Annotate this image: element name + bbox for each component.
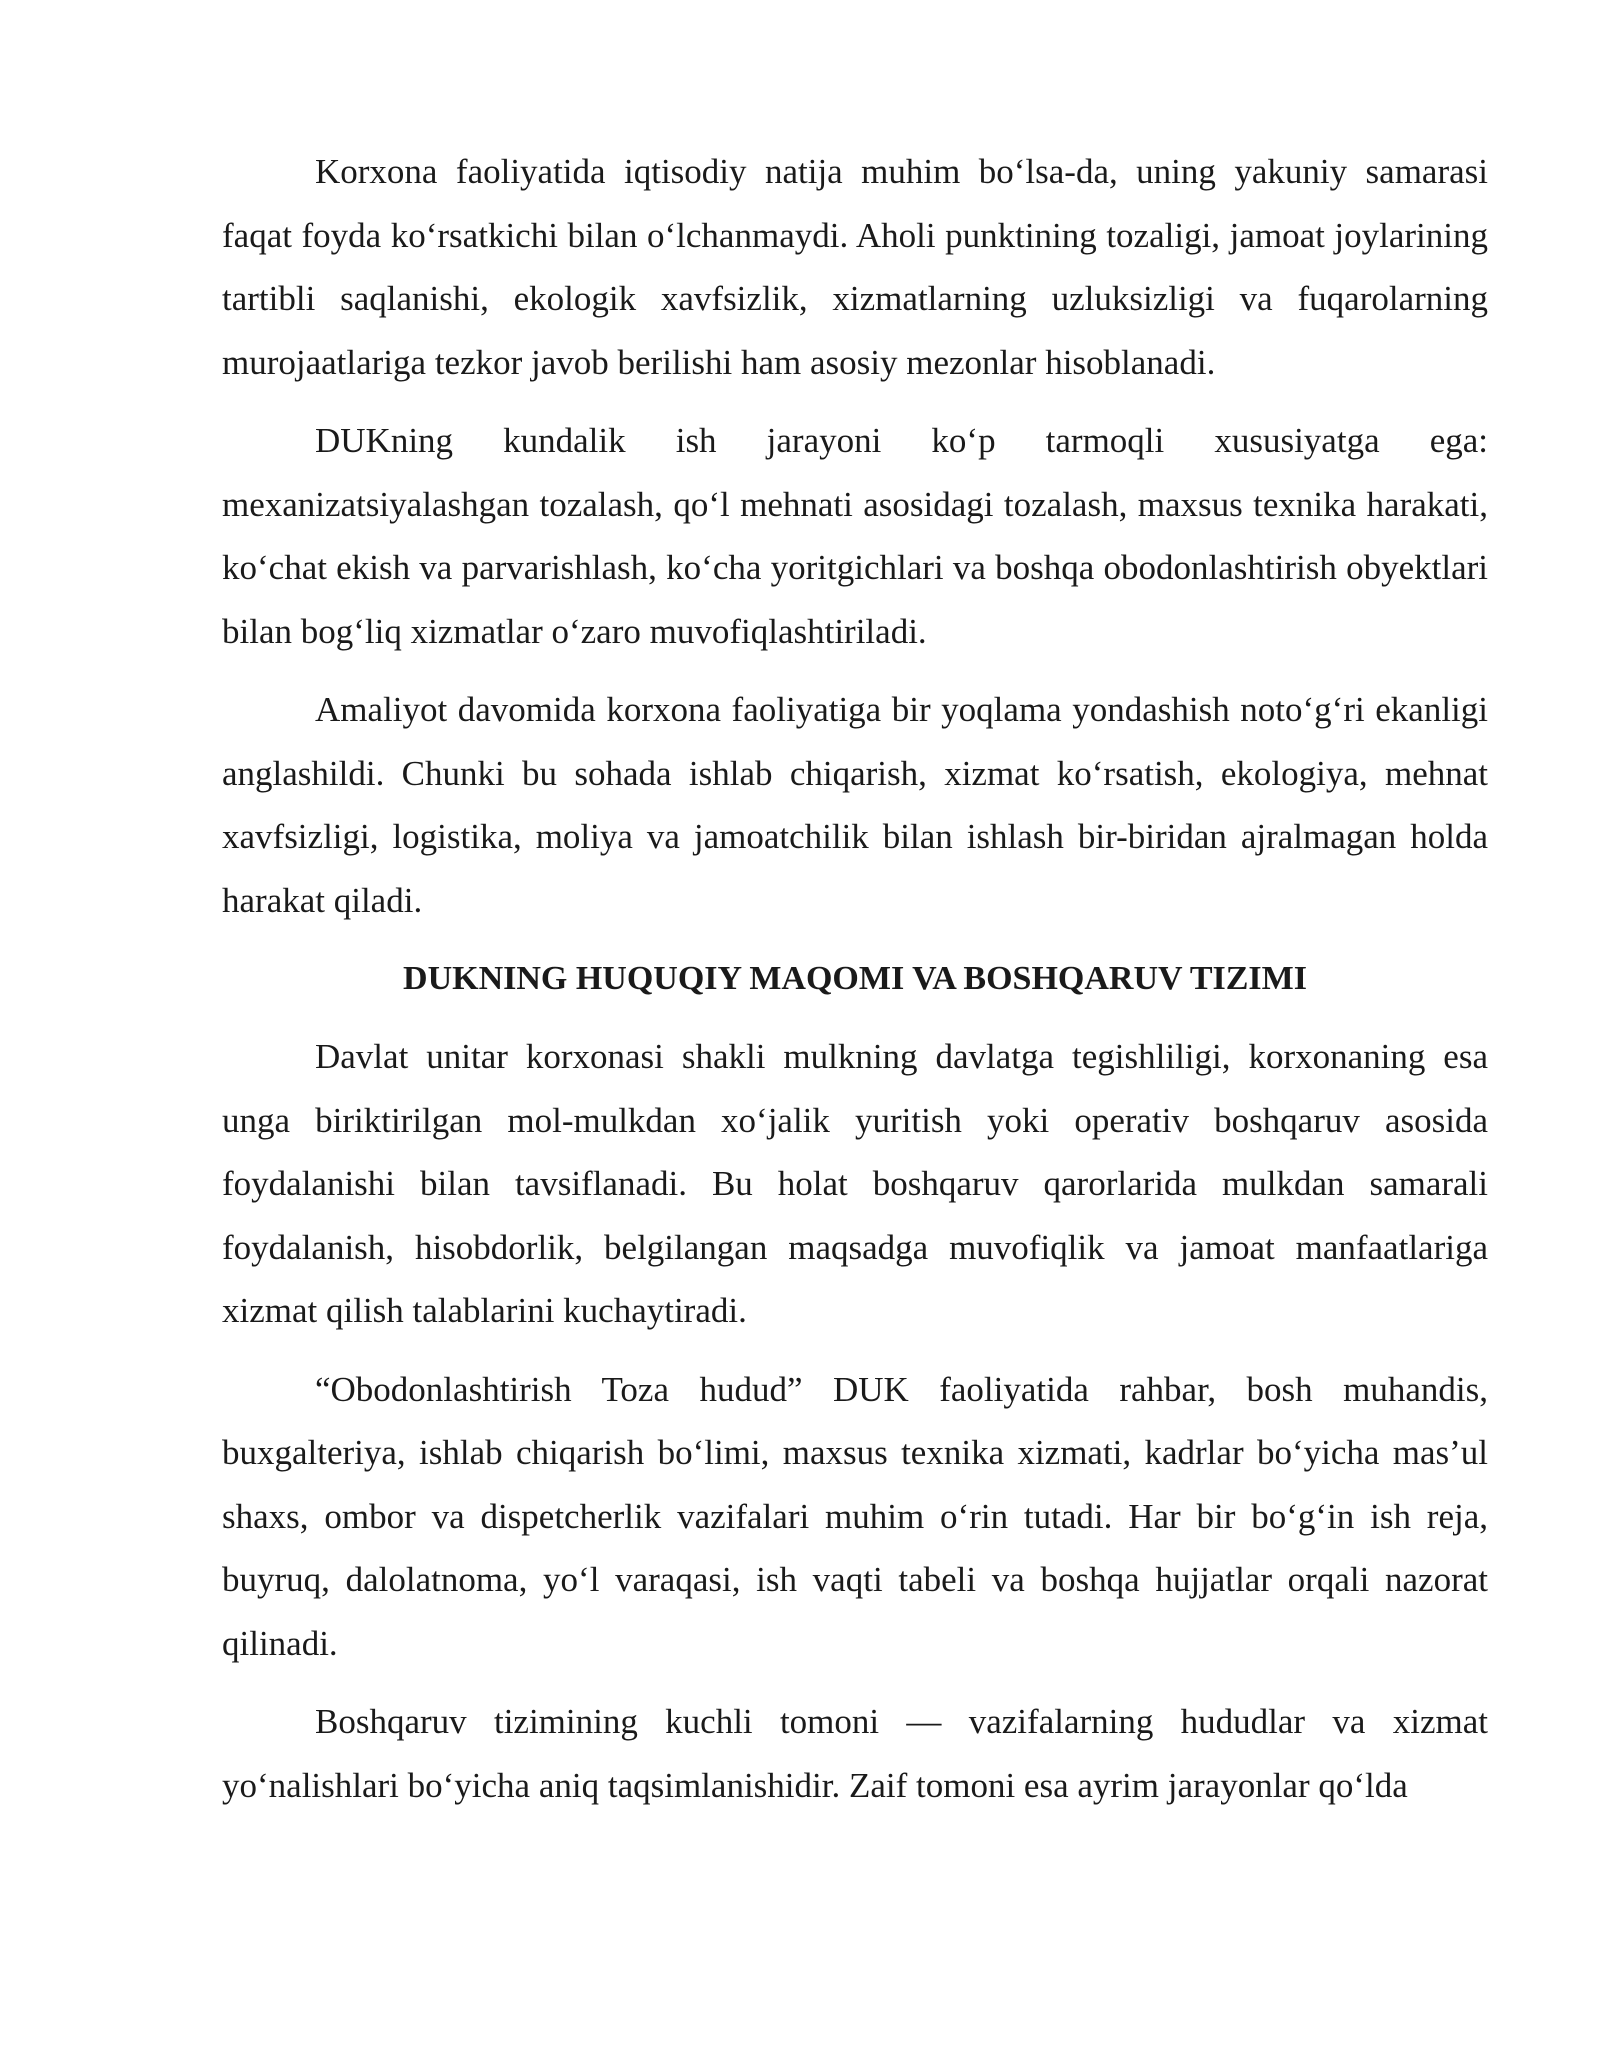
paragraph-5: “Obodonlashtirish Toza hudud” DUK faoliyatida rahbar, bosh muhandis, buxgalteriya, ishlab chiqarish bo‘limi, maxsus texnika xizmati, kadrlar bo‘yicha mas’ul shaxs, ombor va dispetcherlik vazifalari muhim o‘rin tutadi. Har bir bo‘g‘in ish reja, buyruq, dalolatnoma, yo‘l varaqasi, ish vaqti tabeli va boshqa hujjatlar orqali nazorat qilinadi. (222, 1369, 1488, 1663)
section-heading: DUKNING HUQUQIY MAQOMI VA BOSHQARUV TIZIMI (403, 960, 1307, 997)
paragraph-6: Boshqaruv tizimining kuchli tomoni — vazifalarning hududlar va xizmat yo‘nalishlari bo‘yicha aniq taqsimlanishidir. Zaif tomoni esa ayrim jarayonlar qo‘lda (222, 1702, 1488, 1805)
paragraph-2: DUKning kundalik ish jarayoni ko‘p tarmoqli xususiyatga ega: mexanizatsiyalashgan tozalash, qo‘l mehnati asosidagi tozalash, maxsus texnika harakati, ko‘chat ekish va parvarishlash, ko‘cha yoritgichlari va boshqa obodonlashtirish obyektlari bilan bog‘liq xizmatlar o‘zaro muvofiqlashtiriladi. (222, 421, 1488, 651)
document-body (222, 140, 1488, 1832)
paragraph-4: Davlat unitar korxonasi shakli mulkning davlatga tegishliligi, korxonaning esa unga biriktirilgan mol-mulkdan xo‘jalik yuritish yoki operativ boshqaruv asosida foydalanishi bilan tavsiflanadi. Bu holat boshqaruv qarorlarida mulkdan samarali foydalanish, hisobdorlik, belgilangan maqsadga muvofiqlik va jamoat manfaatlariga xizmat qilish talablarini kuchaytiradi. (222, 1037, 1488, 1330)
paragraph-3: Amaliyot davomida korxona faoliyatiga bir yoqlama yondashish noto‘g‘ri ekanligi anglashildi. Chunki bu sohada ishlab chiqarish, xizmat ko‘rsatish, ekologiya, mehnat xavfsizligi, logistika, moliya va jamoatchilik bilan ishlash bir-biridan ajralmagan holda harakat qiladi. (222, 690, 1488, 920)
paragraph-1: Korxona faoliyatida iqtisodiy natija muhim bo‘lsa-da, uning yakuniy samarasi faqat foyda ko‘rsatkichi bilan o‘lchanmaydi. Aholi punktining tozaligi, jamoat joylarining tartibli saqlanishi, ekologik xavfsizlik, xizmatlarning uzluksizligi va fuqarolarning murojaatlariga tezkor javob berilishi ham asosiy mezonlar hisoblanadi. (222, 152, 1488, 382)
